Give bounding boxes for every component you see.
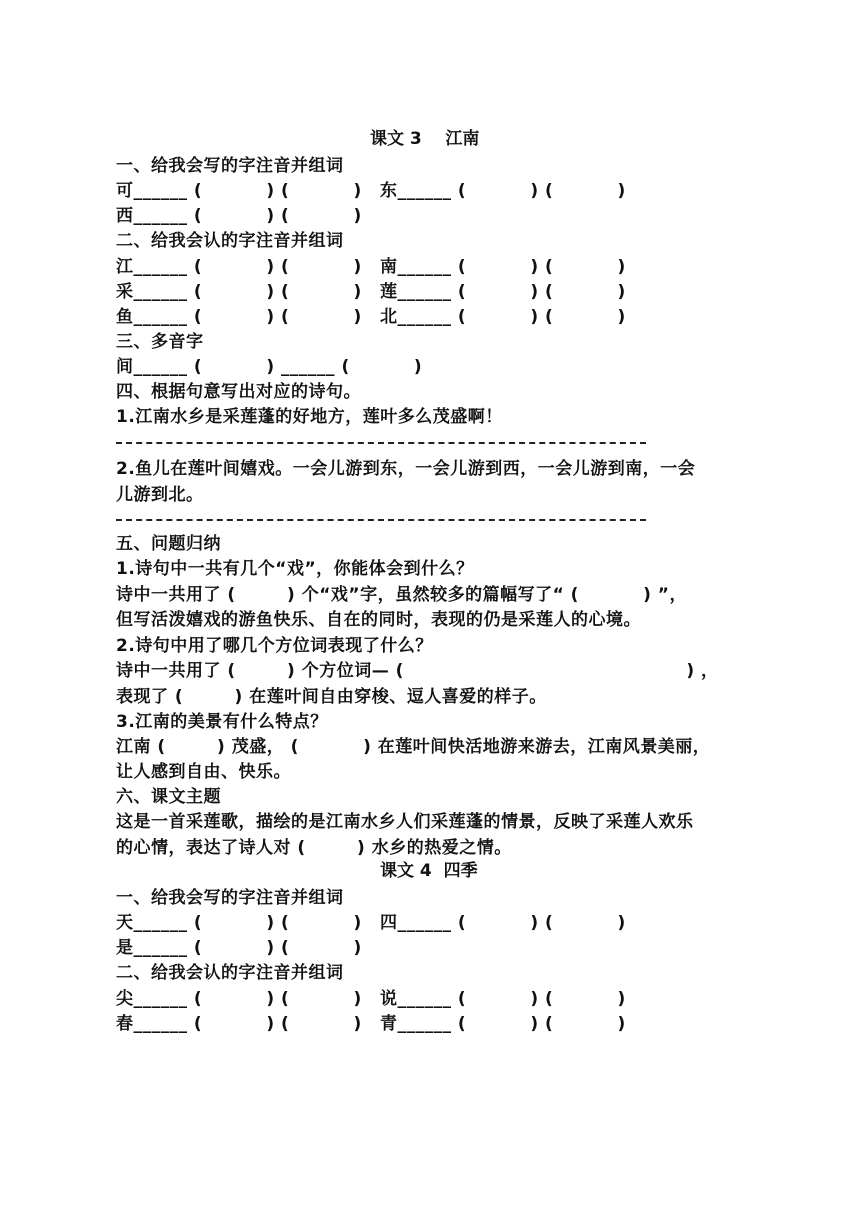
theme-text: 的心情，表达了诗人对 ( ) 水乡的热爱之情。 [116, 838, 512, 858]
question-text: 2.鱼儿在莲叶间嬉戏。一会儿游到东，一会儿游到西，一会儿游到南，一会 [116, 459, 696, 479]
char-row: 尖______ ( ) ( ) [116, 989, 362, 1009]
section-heading: 一、给我会写的字注音并组词 [116, 156, 344, 176]
char-row: 南______ ( ) ( ) [380, 257, 626, 277]
answer-text: 诗中一共用了 ( ) 个方位词— ( ) ， [116, 661, 719, 681]
answer-line [116, 442, 646, 444]
char-row: 莲______ ( ) ( ) [380, 282, 626, 302]
char-row: 北______ ( ) ( ) [380, 307, 626, 327]
question-text: 2.诗句中用了哪几个方位词表现了什么？ [116, 636, 433, 656]
question-text: 1.江南水乡是采莲蓬的好地方，莲叶多么茂盛啊！ [116, 407, 503, 427]
char-row: 天______ ( ) ( ) [116, 913, 362, 933]
char-row: 青______ ( ) ( ) [380, 1014, 626, 1034]
char-row: 是______ ( ) ( ) [116, 938, 362, 958]
answer-text: 但写活泼嬉戏的游鱼快乐、自在的同时，表现的仍是采莲人的心境。 [116, 610, 641, 630]
question-text: 1.诗句中一共有几个“戏”，你能体会到什么？ [116, 559, 474, 579]
answer-text: 表现了 ( ) 在莲叶间自由穿梭、逗人喜爱的样子。 [116, 687, 547, 707]
char-row: 说______ ( ) ( ) [380, 989, 626, 1009]
section-heading: 一、给我会写的字注音并组词 [116, 888, 344, 908]
char-row: 采______ ( ) ( ) [116, 282, 362, 302]
char-row: 东______ ( ) ( ) [380, 181, 626, 201]
section-heading: 四、根据句意写出对应的诗句。 [116, 382, 361, 402]
section-heading: 三、多音字 [116, 332, 204, 352]
lesson4-title: 课文 4 四季 [380, 861, 478, 881]
answer-text: 江南 ( ) 茂盛， ( ) 在莲叶间快活地游来游去，江南风景美丽， [116, 737, 711, 757]
lesson3-title: 课文 3 江南 [370, 129, 480, 149]
char-row: 可______ ( ) ( ) [116, 181, 362, 201]
polyphone-row: 间______ ( ) ______ ( ) [116, 357, 423, 377]
section-heading: 六、课文主题 [116, 787, 221, 807]
answer-text: 诗中一共用了 ( ) 个“戏”字，虽然较多的篇幅写了“ ( ) ”， [116, 585, 687, 605]
question-text: 3.江南的美景有什么特点？ [116, 712, 328, 732]
question-text: 儿游到北。 [116, 485, 204, 505]
theme-text: 这是一首采莲歌，描绘的是江南水乡人们采莲蓬的情景，反映了采莲人欢乐 [116, 812, 694, 832]
section-heading: 二、给我会认的字注音并组词 [116, 963, 344, 983]
answer-line [116, 519, 646, 521]
section-heading: 二、给我会认的字注音并组词 [116, 231, 344, 251]
char-row: 鱼______ ( ) ( ) [116, 307, 362, 327]
char-row: 四______ ( ) ( ) [380, 913, 626, 933]
char-row: 江______ ( ) ( ) [116, 257, 362, 277]
section-heading: 五、问题归纳 [116, 534, 221, 554]
answer-text: 让人感到自由、快乐。 [116, 762, 291, 782]
char-row: 西______ ( ) ( ) [116, 206, 362, 226]
char-row: 春______ ( ) ( ) [116, 1014, 362, 1034]
